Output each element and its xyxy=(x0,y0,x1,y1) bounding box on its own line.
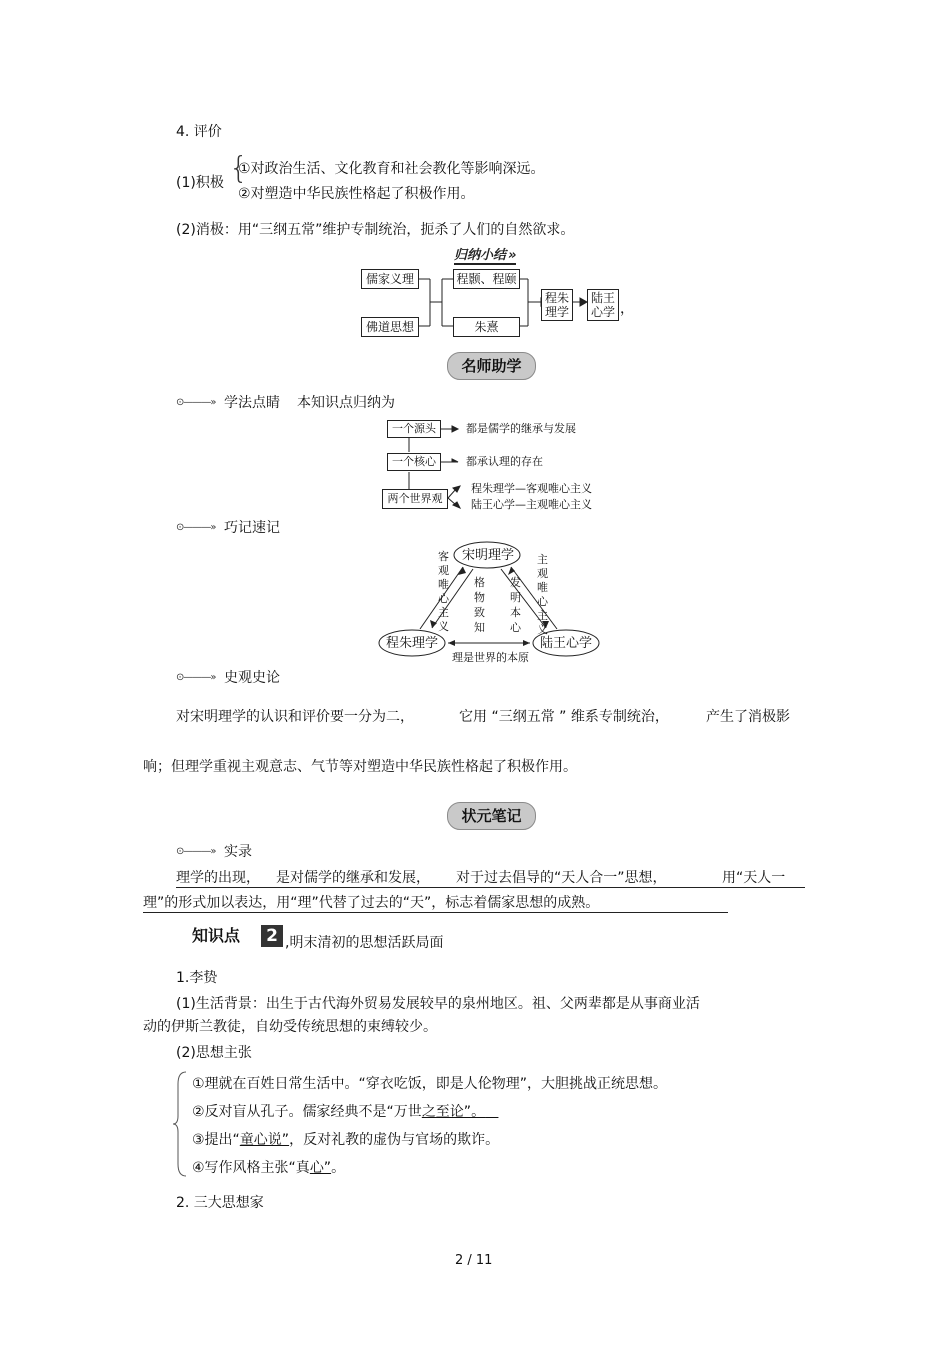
box-zhu-xi: 朱熹 xyxy=(453,317,520,337)
page-number: 2 / 11 xyxy=(455,1253,493,1268)
notes-underline-2 xyxy=(143,912,728,913)
box-one-source: 一个源头 xyxy=(387,420,441,438)
notes-line1-c: 对于过去倡导的“天人合一”思想， xyxy=(456,870,667,886)
summary-title: 归纳小结 » xyxy=(454,248,517,263)
teacher-help-title: 名师助学 xyxy=(447,352,536,380)
history-line1-b: 它用 “三纲五常 ” 维系专制统治， xyxy=(459,709,669,725)
box-confucian-doctrine: 儒家义理 xyxy=(361,269,419,289)
box-lu-wang-school: 陆王 心学 xyxy=(587,289,619,321)
history-line1-c: 产生了消极影 xyxy=(706,709,790,725)
bullet-arrow-icon: ⊙———» xyxy=(176,397,216,408)
desc-one-core: 都承认理的存在 xyxy=(466,455,543,468)
three-thinkers-heading: 2. 三大思想家 xyxy=(176,1195,264,1211)
history-line2: 响；但理学重视主观意志、气节等对塑造中华民族性格起了积极作用。 xyxy=(143,759,577,775)
positive-item-2: ②对塑造中华民族性格起了积极作用。 xyxy=(238,186,475,202)
desc-one-source: 都是儒学的继承与发展 xyxy=(466,422,576,435)
positive-label: (1)积极 xyxy=(176,175,224,191)
kp-title: ,明末清初的思想活跃局面 xyxy=(285,935,444,951)
li-zhi-heading: 1.李贽 xyxy=(176,970,218,986)
brace-icon: { xyxy=(229,151,249,186)
notes-line1-b: 是对儒学的继承和发展， xyxy=(276,870,430,886)
node-lu-wang: 陆王心学 xyxy=(540,636,593,651)
notes-line1-a: 理学的出现， xyxy=(176,870,260,886)
notes-label: 实录 xyxy=(224,844,252,860)
method-label: 学法点睛 xyxy=(224,395,280,411)
bg-line2: 动的伊斯兰教徒，自幼受传统思想的束缚较少。 xyxy=(143,1019,437,1035)
bullet-arrow-icon: ⊙———» xyxy=(176,846,216,857)
summary-trailing: ， xyxy=(620,301,634,317)
brace-icon xyxy=(172,1070,190,1178)
bg-line1: (1)生活背景：出生于古代海外贸易发展较早的泉州地区。祖、父两辈都是从事商业活 xyxy=(176,996,700,1012)
notes-line1-d: 用“天人一 xyxy=(722,870,786,886)
kp-number: 2 xyxy=(261,925,283,947)
label-li-origin: 理是世界的本原 xyxy=(452,651,529,664)
notes-line2: 理”的形式加以表达，用“理”代替了过去的“天”，标志着儒家思想的成熟。 xyxy=(143,895,600,911)
box-buddhism-taoism: 佛道思想 xyxy=(361,317,419,337)
box-cheng-brothers: 程颢、程颐 xyxy=(453,269,520,289)
history-line1-a: 对宋明理学的认识和评价要一分为二， xyxy=(176,709,414,725)
label-faming-benxin: 发明本心 xyxy=(510,576,521,634)
kp-badge: 知识点 xyxy=(192,926,241,945)
box-one-core: 一个核心 xyxy=(387,453,441,471)
bullet-arrow-icon: ⊙———» xyxy=(176,672,216,683)
notes-underline-1 xyxy=(176,887,805,888)
section-heading: 4. 评价 xyxy=(176,124,222,140)
label-gewu-zhizhi: 格物致知 xyxy=(474,576,485,634)
node-cheng-zhu: 程朱理学 xyxy=(386,636,439,651)
idea-2: ②反对盲从孔子。儒家经典不是“万世之至论”。 xyxy=(192,1104,486,1120)
box-two-worldviews: 两个世界观 xyxy=(382,489,448,509)
node-song-ming: 宋明理学 xyxy=(462,548,515,563)
desc-subjective-idealism: 陆王心学—主观唯心主义 xyxy=(471,498,592,511)
method-intro: 本知识点归纳为 xyxy=(297,395,395,411)
idea-3: ③提出“童心说”，反对礼教的虚伪与官场的欺诈。 xyxy=(192,1132,500,1148)
label-objective-idealism: 客观唯心主义 xyxy=(438,550,449,633)
memory-label: 巧记速记 xyxy=(224,520,280,536)
history-view-label: 史观史论 xyxy=(224,670,280,686)
bullet-arrow-icon: ⊙———» xyxy=(176,522,216,533)
idea-4: ④写作风格主张“真心”。 xyxy=(192,1160,346,1176)
label-subjective-idealism: 主观唯心主义 xyxy=(537,553,548,636)
box-cheng-zhu-school: 程朱 理学 xyxy=(541,289,573,321)
positive-item-1: ①对政治生活、文化教育和社会教化等影响深远。 xyxy=(238,161,545,177)
idea-heading: (2)思想主张 xyxy=(176,1045,252,1061)
idea-1: ①理就在百姓日常生活中。“穿衣吃饭，即是人伦物理”，大胆挑战正统思想。 xyxy=(192,1076,668,1092)
desc-objective-idealism: 程朱理学—客观唯心主义 xyxy=(471,482,592,495)
negative-line: (2)消极：用“三纲五常”维护专制统治，扼杀了人们的自然欲求。 xyxy=(176,222,575,238)
notes-title: 状元笔记 xyxy=(447,802,536,830)
